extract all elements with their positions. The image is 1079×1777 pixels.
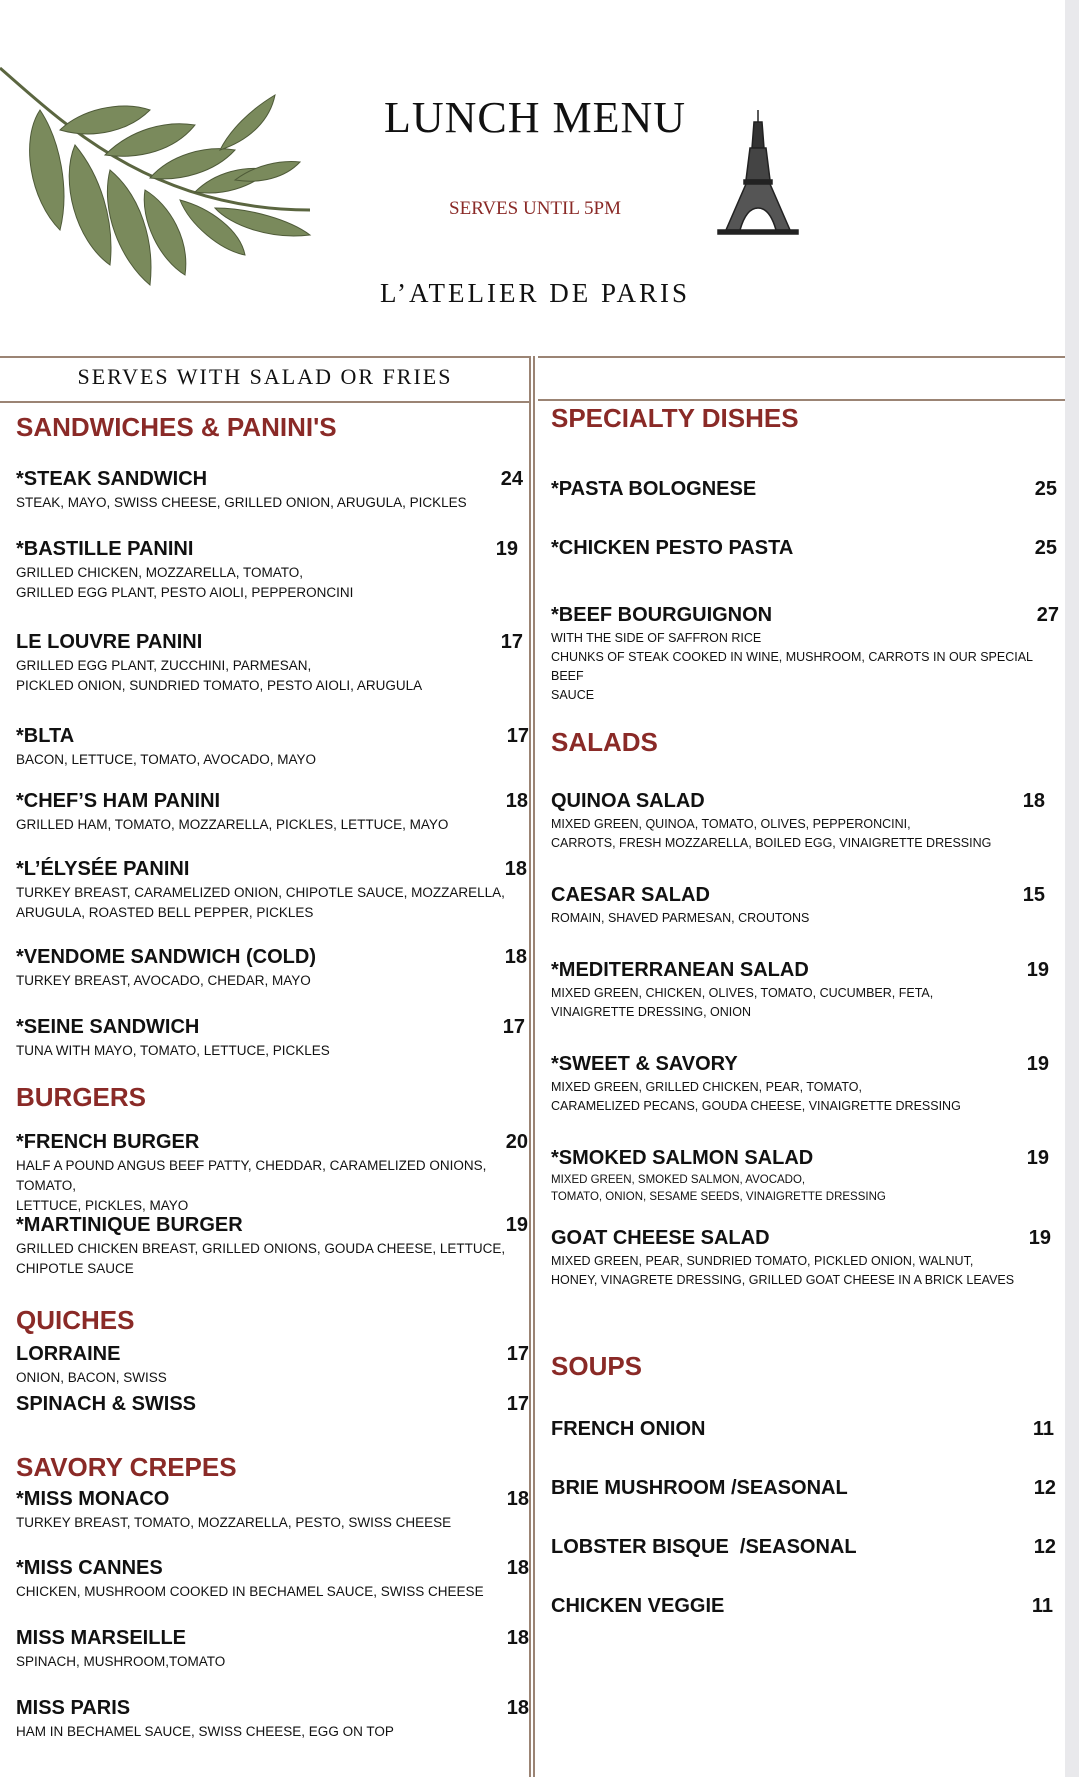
item-name: LE LOUVRE PANINI (16, 631, 203, 653)
menu-item (16, 1626, 529, 1672)
item-name: *MISS MONACO (16, 1488, 170, 1510)
menu-item (16, 1213, 528, 1279)
item-description: BACON, LETTUCE, TOMATO, AVOCADO, MAYO (16, 752, 317, 767)
item-price: 12 (1033, 1536, 1056, 1558)
item-price: 18 (505, 790, 528, 812)
item-price: 19 (1026, 959, 1049, 981)
menu-item (16, 1342, 529, 1388)
item-price: 18 (506, 1557, 529, 1579)
item-description-line: GRILLED EGG PLANT, ZUCCHINI, PARMESAN, (16, 658, 312, 673)
item-price: 19 (1026, 1147, 1049, 1169)
menu-item (16, 630, 523, 696)
item-name: LOBSTER BISQUE /SEASONAL (551, 1536, 857, 1558)
item-description-line: GRILLED CHICKEN, MOZZARELLA, TOMATO, (16, 565, 304, 580)
item-name: SPINACH & SWISS (16, 1393, 197, 1415)
item-price: 18 (506, 1627, 529, 1649)
item-price: 19 (505, 1214, 528, 1236)
item-price: 19 (1028, 1227, 1051, 1249)
item-description-line: MIXED GREEN, PEAR, SUNDRIED TOMATO, PICKLED ONION, WALNUT, (551, 1254, 974, 1268)
section-title-sandwiches: SANDWICHES & PANINI'S (16, 412, 337, 442)
item-description-line: CARAMELIZED PECANS, GOUDA CHEESE, VINAIGRETTE DRESSING (551, 1099, 961, 1113)
item-description-line: ARUGULA, ROASTED BELL PEPPER, PICKLES (16, 905, 314, 920)
item-description: TURKEY BREAST, AVOCADO, CHEDAR, MAYO (16, 973, 311, 988)
item-name: QUINOA SALAD (551, 790, 705, 812)
section-title-burgers: BURGERS (16, 1082, 147, 1112)
menu-item (16, 1696, 529, 1742)
menu-item (551, 1146, 1049, 1206)
item-description-line: CHIPOTLE SAUCE (16, 1261, 134, 1276)
item-price: 12 (1033, 1477, 1056, 1499)
item-description-line: PICKLED ONION, SUNDRIED TOMATO, PESTO AIOLI, ARUGULA (16, 678, 423, 693)
menu-item (16, 1130, 528, 1216)
menu-item (551, 1417, 1054, 1441)
item-name: *MARTINIQUE BURGER (16, 1214, 243, 1236)
item-name: *L’ÉLYSÉE PANINI (16, 858, 190, 880)
item-price: 11 (1031, 1595, 1053, 1617)
item-price: 11 (1032, 1418, 1054, 1440)
item-description-line: TOMATO, ONION, SESAME SEEDS, VINAIGRETTE DRESSING (551, 1191, 886, 1203)
menu-item (551, 789, 1045, 853)
serves-with-note: SERVES WITH SALAD OR FRIES (77, 364, 453, 389)
item-price: 18 (506, 1488, 529, 1510)
item-price: 18 (1022, 790, 1045, 812)
section-title-crepes: SAVORY CREPES (16, 1452, 237, 1482)
menu-item (551, 1052, 1049, 1116)
item-description: ONION, BACON, SWISS (16, 1370, 167, 1385)
item-price: 18 (504, 858, 527, 880)
item-price: 17 (506, 725, 529, 747)
item-name: *SWEET & SAVORY (551, 1053, 738, 1075)
menu-item (16, 1487, 529, 1533)
item-description (551, 1172, 1049, 1206)
menu-item (551, 536, 1057, 560)
item-price: 17 (502, 1016, 525, 1038)
item-description: TUNA WITH MAYO, TOMATO, LETTUCE, PICKLES (16, 1043, 330, 1058)
item-description-line: MIXED GREEN, CHICKEN, OLIVES, TOMATO, CUCUMBER, FETA, (551, 986, 934, 1000)
item-description (551, 629, 1059, 705)
menu-item (16, 724, 529, 770)
item-description-line: WITH THE SIDE OF SAFFRON RICE (551, 631, 762, 645)
item-description-line: HONEY, VINAGRETE DRESSING, GRILLED GOAT CHEESE IN A BRICK LEAVES (551, 1273, 1015, 1287)
item-description: TURKEY BREAST, TOMATO, MOZZARELLA, PESTO, SWISS CHEESE (16, 1515, 452, 1530)
menu-item (551, 1594, 1053, 1618)
item-price: 25 (1034, 478, 1057, 500)
item-name: CHICKEN VEGGIE (551, 1595, 725, 1617)
item-name: *MISS CANNES (16, 1557, 163, 1579)
menu-item (16, 945, 527, 991)
menu-item (551, 1535, 1056, 1559)
left-column (16, 0, 528, 1777)
menu-item (16, 537, 518, 603)
item-name: *STEAK SANDWICH (16, 468, 208, 490)
item-price: 27 (1036, 604, 1059, 626)
menu-item (551, 1476, 1056, 1500)
item-name: MISS PARIS (16, 1697, 131, 1719)
item-name: *PASTA BOLOGNESE (551, 478, 757, 500)
item-price: 17 (500, 631, 523, 653)
item-description: GRILLED HAM, TOMATO, MOZZARELLA, PICKLES, LETTUCE, MAYO (16, 817, 449, 832)
item-description (551, 1078, 1049, 1116)
item-price: 20 (505, 1131, 528, 1153)
section-title-salads: SALADS (551, 727, 658, 757)
item-name: *BLTA (16, 725, 75, 747)
menu-item (16, 789, 528, 835)
item-price: 17 (506, 1393, 529, 1415)
section-title-quiches: QUICHES (16, 1305, 135, 1335)
item-description-line: TURKEY BREAST, CARAMELIZED ONION, CHIPOTLE SAUCE, MOZZARELLA, (16, 885, 505, 900)
menu-item (16, 1015, 525, 1061)
menu-item (16, 467, 523, 513)
item-description: CHICKEN, MUSHROOM COOKED IN BECHAMEL SAUCE, SWISS CHEESE (16, 1584, 484, 1599)
item-description (16, 1156, 528, 1216)
restaurant-name: L’ATELIER DE PARIS (379, 278, 691, 308)
column-divider-left (529, 356, 531, 1777)
menu-item (551, 477, 1057, 501)
item-name: *SEINE SANDWICH (16, 1016, 200, 1038)
right-column (551, 0, 1061, 1777)
item-description-line: LETTUCE, PICKLES, MAYO (16, 1198, 189, 1213)
item-name: CAESAR SALAD (551, 884, 710, 906)
item-description (551, 815, 1045, 853)
item-price: 25 (1034, 537, 1057, 559)
item-name: *VENDOME SANDWICH (COLD) (16, 946, 316, 968)
item-description (551, 1252, 1051, 1290)
item-price: 24 (500, 468, 523, 490)
item-name: *CHEF’S HAM PANINI (16, 790, 221, 812)
item-name: *BEEF BOURGUIGNON (551, 604, 773, 626)
item-description (551, 984, 1049, 1022)
item-description-line: CHUNKS OF STEAK COOKED IN WINE, MUSHROOM, CARROTS IN OUR SPECIAL BEEF (551, 650, 1033, 683)
page-edge (1065, 0, 1079, 1777)
item-name: *BASTILLE PANINI (16, 538, 194, 560)
item-description-line: MIXED GREEN, QUINOA, TOMATO, OLIVES, PEPPERONCINI, (551, 817, 911, 831)
item-name: *SMOKED SALMON SALAD (551, 1147, 814, 1169)
item-description-line: HALF A POUND ANGUS BEEF PATTY, CHEDDAR, CARAMELIZED ONIONS, TOMATO, (16, 1158, 487, 1193)
item-name: *CHICKEN PESTO PASTA (551, 537, 794, 559)
item-description (16, 1239, 528, 1279)
item-description: SPINACH, MUSHROOM,TOMATO (16, 1654, 226, 1669)
menu-item (551, 883, 1045, 928)
item-price: 17 (506, 1343, 529, 1365)
item-description-line: CARROTS, FRESH MOZZARELLA, BOILED EGG, VINAIGRETTE DRESSING (551, 836, 992, 850)
item-description-line: MIXED GREEN, SMOKED SALMON, AVOCADO, (551, 1174, 806, 1186)
menu-title: LUNCH MENU (383, 93, 687, 142)
item-description: HAM IN BECHAMEL SAUCE, SWISS CHEESE, EGG ON TOP (16, 1724, 394, 1739)
menu-item (551, 958, 1049, 1022)
item-description-line: VINAIGRETTE DRESSING, ONION (551, 1005, 752, 1019)
section-title-soups: SOUPS (551, 1351, 643, 1381)
menu-item (16, 857, 527, 923)
item-name: *MEDITERRANEAN SALAD (551, 959, 809, 981)
item-description-line: SAUCE (551, 688, 595, 702)
item-description: ROMAIN, SHAVED PARMESAN, CROUTONS (551, 911, 810, 925)
serves-until-note: SERVES UNTIL 5PM (449, 198, 621, 219)
item-description-line: GRILLED EGG PLANT, PESTO AIOLI, PEPPERONCINI (16, 585, 354, 600)
column-divider-right (533, 356, 535, 1777)
menu-item (551, 603, 1059, 705)
item-name: LORRAINE (16, 1343, 121, 1365)
item-price: 19 (1026, 1053, 1049, 1075)
item-description (16, 656, 523, 696)
item-price: 15 (1022, 884, 1045, 906)
item-name: FRENCH ONION (551, 1418, 706, 1440)
item-name: MISS MARSEILLE (16, 1627, 187, 1649)
menu-item (551, 1226, 1051, 1290)
item-price: 18 (506, 1697, 529, 1719)
item-name: BRIE MUSHROOM /SEASONAL (551, 1477, 848, 1499)
item-description-line: GRILLED CHICKEN BREAST, GRILLED ONIONS, GOUDA CHEESE, LETTUCE, (16, 1241, 506, 1256)
item-description (16, 883, 527, 923)
menu-item (16, 1556, 529, 1602)
item-description (16, 563, 518, 603)
item-name: GOAT CHEESE SALAD (551, 1227, 770, 1249)
item-name: *FRENCH BURGER (16, 1131, 200, 1153)
item-price: 19 (495, 538, 518, 560)
section-title-specialty: SPECIALTY DISHES (551, 403, 799, 433)
menu-item (16, 1392, 529, 1416)
item-price: 18 (504, 946, 527, 968)
item-description: STEAK, MAYO, SWISS CHEESE, GRILLED ONION, ARUGULA, PICKLES (16, 495, 467, 510)
item-description-line: MIXED GREEN, GRILLED CHICKEN, PEAR, TOMATO, (551, 1080, 862, 1094)
